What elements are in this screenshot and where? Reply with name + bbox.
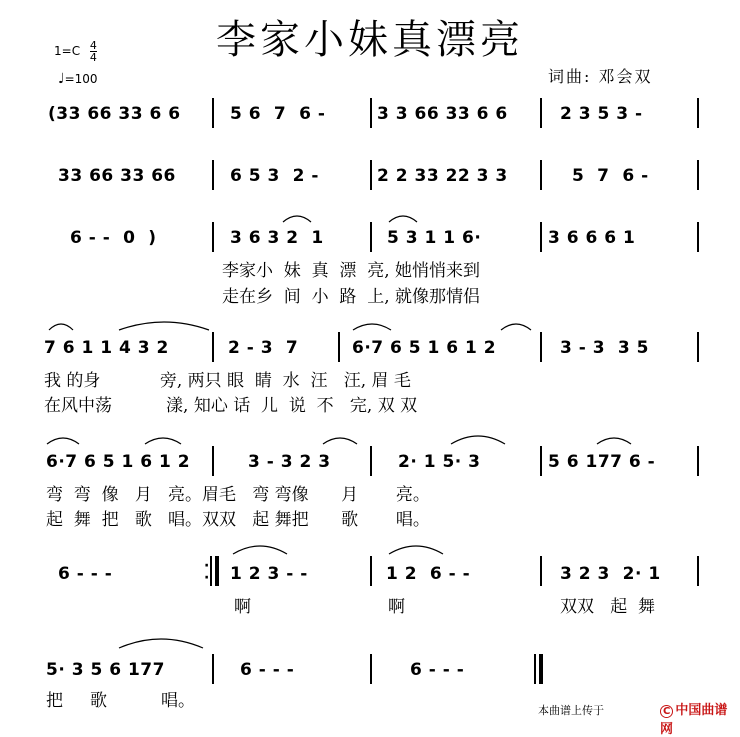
slur	[232, 542, 288, 556]
bar-line	[540, 222, 542, 252]
measure: 7 6 1 1 4 3 2	[44, 338, 169, 358]
measure: 33 66 33 66	[58, 166, 176, 186]
measure: 3 - 3 2 3	[248, 452, 331, 472]
composer-credit: 词曲: 邓会双	[548, 67, 653, 86]
lyrics-word: 啊	[234, 597, 251, 617]
song-title: 李家小妹真漂亮	[216, 17, 524, 63]
bar-line	[697, 556, 699, 586]
slur	[596, 434, 632, 446]
slur	[48, 320, 74, 332]
upload-note: 本曲谱上传于	[538, 704, 604, 717]
bar-line	[212, 332, 214, 362]
measure: 5 6 177 6 -	[548, 452, 656, 472]
slur	[118, 318, 210, 332]
measure: 3 6 6 6 1	[548, 228, 636, 248]
measure: 6 5 3 2 -	[230, 166, 319, 186]
bar-line	[212, 654, 214, 684]
final-bar-line	[534, 654, 536, 684]
bar-line	[540, 98, 542, 128]
repeat-bar-line	[210, 556, 212, 586]
bar-line	[540, 332, 542, 362]
measure: 2 - 3 7	[228, 338, 299, 358]
lyrics-verse-1: 弯 弯 像 月 亮。眉毛 弯 弯像 月 亮。	[46, 485, 430, 505]
bar-line	[212, 222, 214, 252]
bar-line	[540, 556, 542, 586]
site-logo[interactable]: C 中国曲谱网	[660, 703, 728, 737]
bar-line	[370, 222, 372, 252]
slur	[46, 434, 80, 446]
measure: (33 66 33 6 6	[48, 104, 181, 124]
measure: 5· 3 5 6 177	[46, 660, 165, 680]
bar-line	[370, 98, 372, 128]
measure: 3 - 3 3 5	[560, 338, 649, 358]
measure: 2· 1 5· 3	[398, 452, 481, 472]
measure: 1 2 3 - -	[230, 564, 308, 584]
bar-line	[338, 332, 340, 362]
bar-line	[370, 556, 372, 586]
measure: 5 3 1 1 6·	[387, 228, 482, 248]
lyrics-verse-2: 起 舞 把 歌 唱。双双 起 舞把 歌 唱。	[46, 510, 430, 530]
bar-line	[697, 222, 699, 252]
quarter-note-icon: ♩	[58, 71, 65, 87]
lyrics-word: 双双 起 舞	[560, 597, 656, 617]
bar-line	[212, 98, 214, 128]
slur	[118, 634, 204, 650]
final-bar-line-thick	[539, 654, 543, 684]
key-label: 1=C	[54, 44, 81, 58]
lyrics-verse-2: 走在乡 间 小 路 上, 就像那情侣	[222, 287, 481, 307]
bar-line	[697, 98, 699, 128]
key-signature	[54, 40, 97, 63]
bar-line	[540, 160, 542, 190]
bar-line	[370, 160, 372, 190]
measure: 1 2 6 - -	[386, 564, 471, 584]
bar-line	[697, 332, 699, 362]
bar-line	[370, 654, 372, 684]
lyrics-verse-1: 我 的身 旁, 两只 眼 睛 水 汪 汪, 眉 毛	[44, 371, 411, 391]
measure: 6·7 6 5 1 6 1 2	[352, 338, 497, 358]
bar-line	[540, 446, 542, 476]
repeat-dots: · ·	[204, 558, 210, 586]
slur	[500, 320, 532, 332]
measure: 6 - - -	[240, 660, 295, 680]
slur	[322, 434, 358, 446]
lyrics-verse-1: 把 歌 唱。	[46, 691, 196, 711]
measure: 2 3 5 3 -	[560, 104, 643, 124]
slur	[388, 212, 418, 224]
measure: 2 2 33 22 3 3	[377, 166, 508, 186]
slur	[144, 434, 182, 446]
bar-line	[370, 446, 372, 476]
measure: 6·7 6 5 1 6 1 2	[46, 452, 191, 472]
time-signature: $\frac{4}{4}$	[89, 39, 97, 64]
measure: 5 7 6 -	[572, 166, 649, 186]
bar-line	[697, 160, 699, 190]
tempo-marking: ♩=100	[58, 71, 98, 87]
slur	[388, 542, 444, 556]
measure: 6 - - -	[410, 660, 465, 680]
lyrics-verse-1: 李家小 妹 真 漂 亮, 她悄悄来到	[222, 261, 481, 281]
measure: 3 3 66 33 6 6	[377, 104, 508, 124]
measure: 3 2 3 2· 1	[560, 564, 661, 584]
logo-mark-icon: C	[660, 705, 673, 718]
bar-line	[697, 446, 699, 476]
slur	[282, 212, 312, 224]
lyrics-verse-2: 在风中荡 漾, 知心 话 儿 说 不 完, 双 双	[44, 396, 418, 416]
repeat-bar-line-thick	[215, 556, 219, 586]
bar-line	[212, 160, 214, 190]
slur	[450, 432, 506, 446]
bar-line	[212, 446, 214, 476]
measure: 6 - - -	[58, 564, 113, 584]
measure: 5 6 7 6 -	[230, 104, 326, 124]
slur	[352, 320, 392, 332]
lyrics-word: 啊	[388, 597, 405, 617]
measure: 3 6 3 2 1	[230, 228, 324, 248]
measure: 6 - - 0 )	[70, 228, 157, 248]
